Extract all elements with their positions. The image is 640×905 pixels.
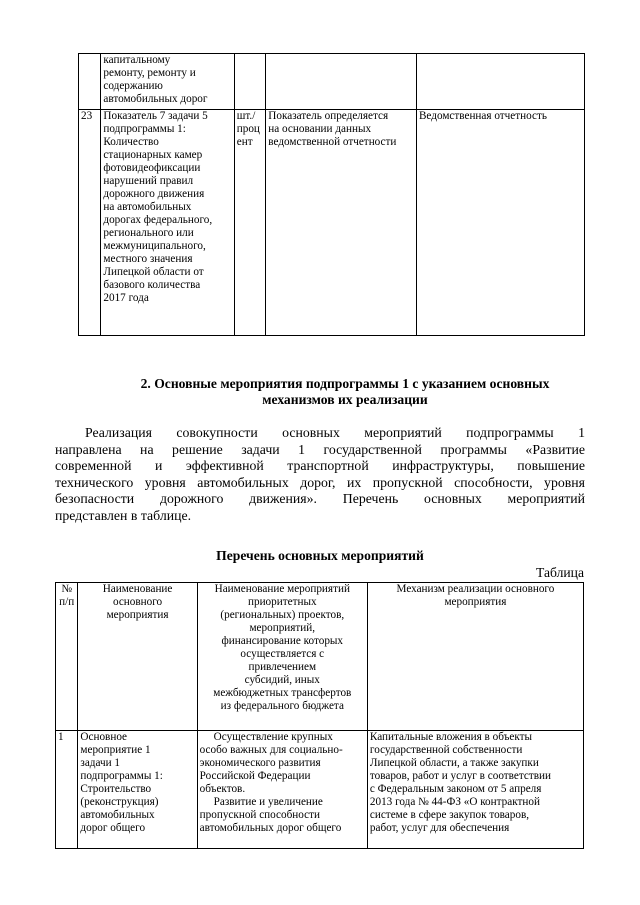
header-mechanism: Механизм реализации основного мероприятия — [367, 583, 583, 731]
paragraph-line: современной и эффективной транспортной инфраструктуры, повышение — [55, 458, 585, 473]
header-measure-name: Наименование основного мероприятия — [78, 583, 197, 731]
projects-paragraph: Осуществление крупных особо важных для социально- экономического развития Российской Федерации объектов. — [199, 731, 343, 795]
measure-name-cell: Основное мероприятие 1 задачи 1 подпрограммы 1: Строительство (реконструкция) автомобильных дорог общего — [78, 731, 197, 849]
table-title: Перечень основных мероприятий — [216, 548, 424, 563]
row-number-cell — [79, 54, 101, 110]
method-cell — [266, 54, 417, 110]
source-cell — [416, 54, 584, 110]
unit-cell — [234, 54, 266, 110]
paragraph-line: представлен в таблице. — [55, 507, 192, 523]
projects-cell — [197, 731, 367, 849]
unit-cell: шт./ проц ент — [234, 110, 266, 336]
section-heading: 2. Основные мероприятия подпрограммы 1 с указанием основных механизмов их реализации — [140, 376, 550, 407]
table-row — [79, 110, 585, 336]
table-label: Таблица — [536, 565, 584, 580]
paragraph-line: направлена на решение задачи 1 государственной программы «Развитие — [55, 441, 585, 457]
table-header-row — [56, 583, 584, 731]
indicator-name-cell: капитальному ремонту, ремонту и содержанию автомобильных дорог — [101, 54, 234, 110]
row-number-cell: 1 — [56, 731, 78, 849]
header-number: № п/п — [56, 583, 78, 731]
table-row — [56, 731, 584, 849]
section-paragraph — [55, 425, 585, 524]
method-cell: Показатель определяется на основании данных ведомственной отчетности — [266, 110, 417, 336]
table-row — [79, 54, 585, 110]
mechanism-cell: Капитальные вложения в объекты государственной собственности Липецкой области, а также закупки товаров, работ и услуг в соответствии с Федеральным законом от 5 апреля 2013 года № 44-ФЗ «О контрактной системе в сфере закупок товаров, работ, услуг для обеспечения — [367, 731, 583, 849]
row-number-cell: 23 — [79, 110, 101, 336]
projects-paragraph: Развитие и увеличение пропускной способности автомобильных дорог общего — [199, 796, 342, 834]
source-cell: Ведомственная отчетность — [416, 110, 584, 336]
indicator-name-cell: Показатель 7 задачи 5 подпрограммы 1: Количество стационарных камер фотовидеофиксации нарушений правил дорожного движения на автомобильных дорогах федерального, регионального или межмуниципального, местного значения Липецкой области от базового количества 2017 года — [101, 110, 234, 336]
paragraph-line: безопасности дорожного движения». Перечень основных мероприятий — [55, 491, 585, 506]
paragraph-line: Реализация совокупности основных мероприятий подпрограммы 1 — [85, 425, 585, 440]
indicators-table — [78, 53, 585, 336]
header-projects: Наименование мероприятий приоритетных (региональных) проектов, мероприятий, финансирование которых осуществляется с привлечением субсидий, иных межбюджетных трансфертов из федерального бюджета — [197, 583, 367, 731]
measures-table — [55, 582, 584, 849]
paragraph-line: технического уровня автомобильных дорог, их пропускной способности, уровня — [55, 474, 585, 490]
